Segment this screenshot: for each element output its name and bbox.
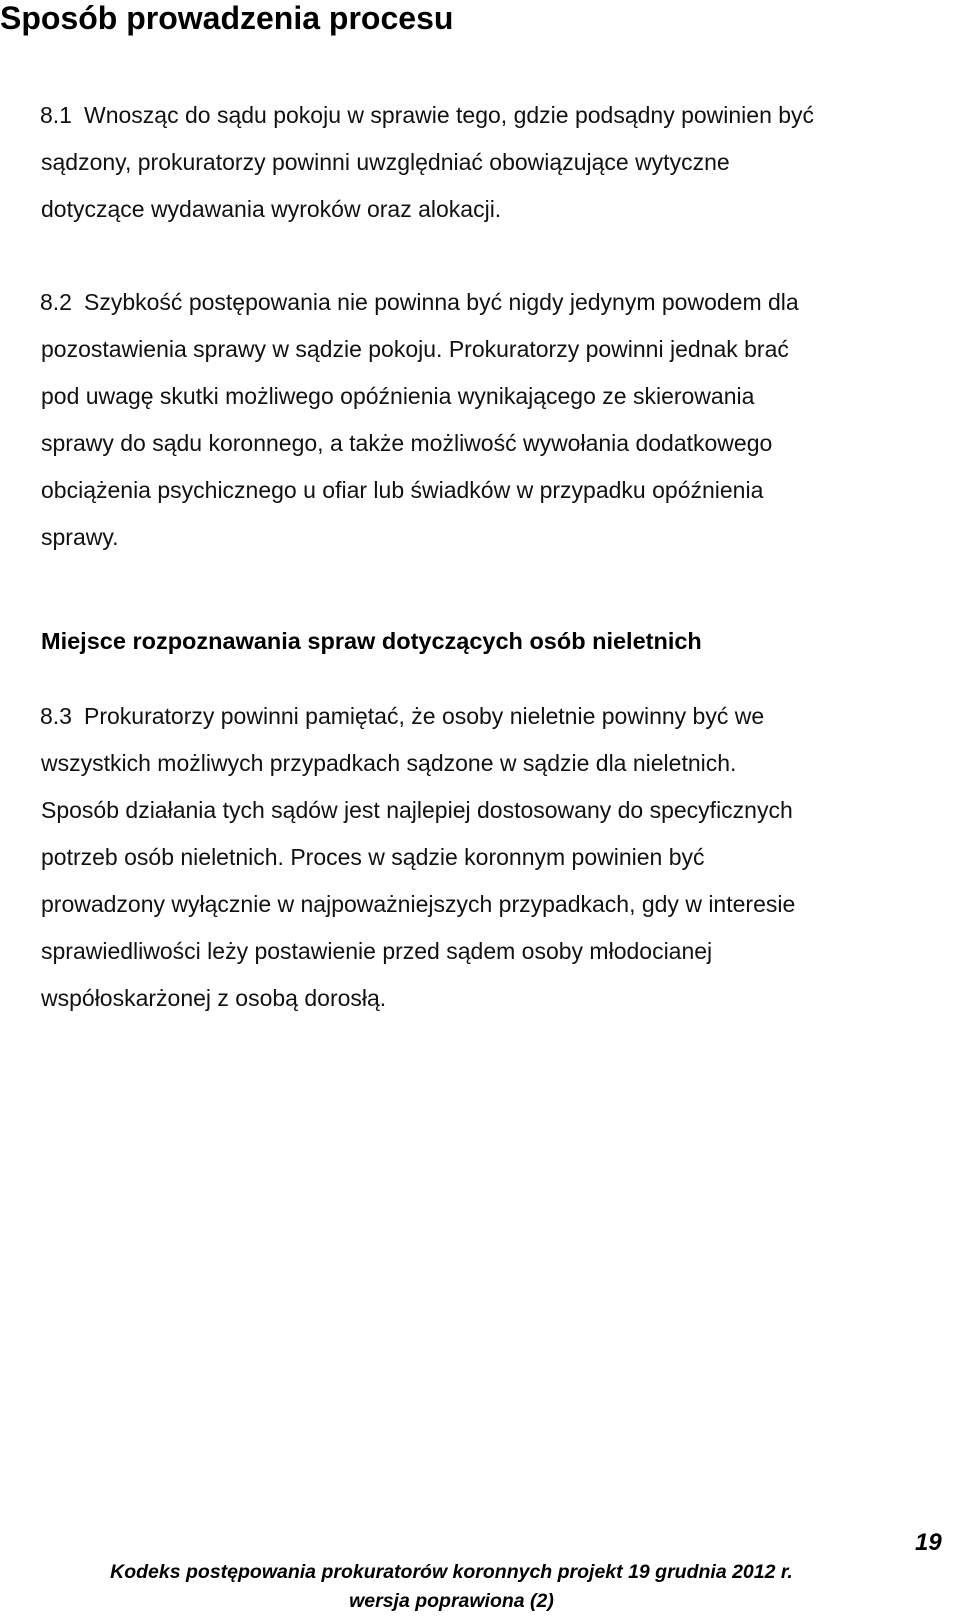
paragraph-text	[41, 279, 945, 561]
section-heading: Miejsce rozpoznawania spraw dotyczących osób nieletnich	[41, 628, 702, 654]
text-line: pozostawienia sprawy w sądzie pokoju. Prokuratorzy powinni jednak brać	[41, 336, 789, 362]
text-line: sądzony, prokuratorzy powinni uwzględniać obowiązujące wytyczne	[41, 149, 730, 175]
text-line: obciążenia psychicznego u ofiar lub świadków w przypadku opóźnienia	[41, 477, 764, 503]
footer	[0, 1558, 903, 1616]
text-line: Prokuratorzy powinni pamiętać, że osoby nieletnie powinny być we	[84, 703, 765, 729]
text-line: sprawy.	[41, 524, 119, 550]
paragraph-number: 8.2	[40, 289, 72, 315]
paragraph-8-1	[0, 92, 945, 233]
page-title: Sposób prowadzenia procesu	[0, 0, 454, 36]
text-line: sprawiedliwości leży postawienie przed sądem osoby młodocianej	[41, 938, 713, 964]
text-line: Sposób działania tych sądów jest najlepiej dostosowany do specyficznych	[41, 797, 793, 823]
footer-document-title: Kodeks postępowania prokuratorów koronnych projekt 19 grudnia 2012 r.	[110, 1561, 793, 1583]
paragraph-text	[41, 92, 945, 233]
paragraph-8-2	[0, 279, 945, 561]
text-line: Szybkość postępowania nie powinna być nigdy jedynym powodem dla	[84, 289, 799, 315]
text-line: współoskarżonej z osobą dorosłą.	[41, 985, 387, 1011]
text-line: potrzeb osób nieletnich. Proces w sądzie koronnym powinien być	[41, 844, 705, 870]
text-line: wszystkich możliwych przypadkach sądzone w sądzie dla nieletnich.	[41, 750, 737, 776]
page-number: 19	[915, 1529, 942, 1556]
footer-version: wersja poprawiona (2)	[349, 1590, 554, 1612]
paragraph-number: 8.1	[40, 102, 72, 128]
paragraph-number: 8.3	[40, 703, 72, 729]
text-line: pod uwagę skutki możliwego opóźnienia wynikającego ze skierowania	[41, 383, 755, 409]
text-line: Wnosząc do sądu pokoju w sprawie tego, gdzie podsądny powinien być	[84, 102, 815, 128]
text-line: sprawy do sądu koronnego, a także możliwość wywołania dodatkowego	[41, 430, 773, 456]
paragraph-8-3	[0, 693, 945, 1022]
text-line: dotyczące wydawania wyroków oraz alokacji.	[41, 196, 502, 222]
paragraph-text	[41, 693, 945, 1022]
text-line: prowadzony wyłącznie w najpoważniejszych przypadkach, gdy w interesie	[41, 891, 796, 917]
